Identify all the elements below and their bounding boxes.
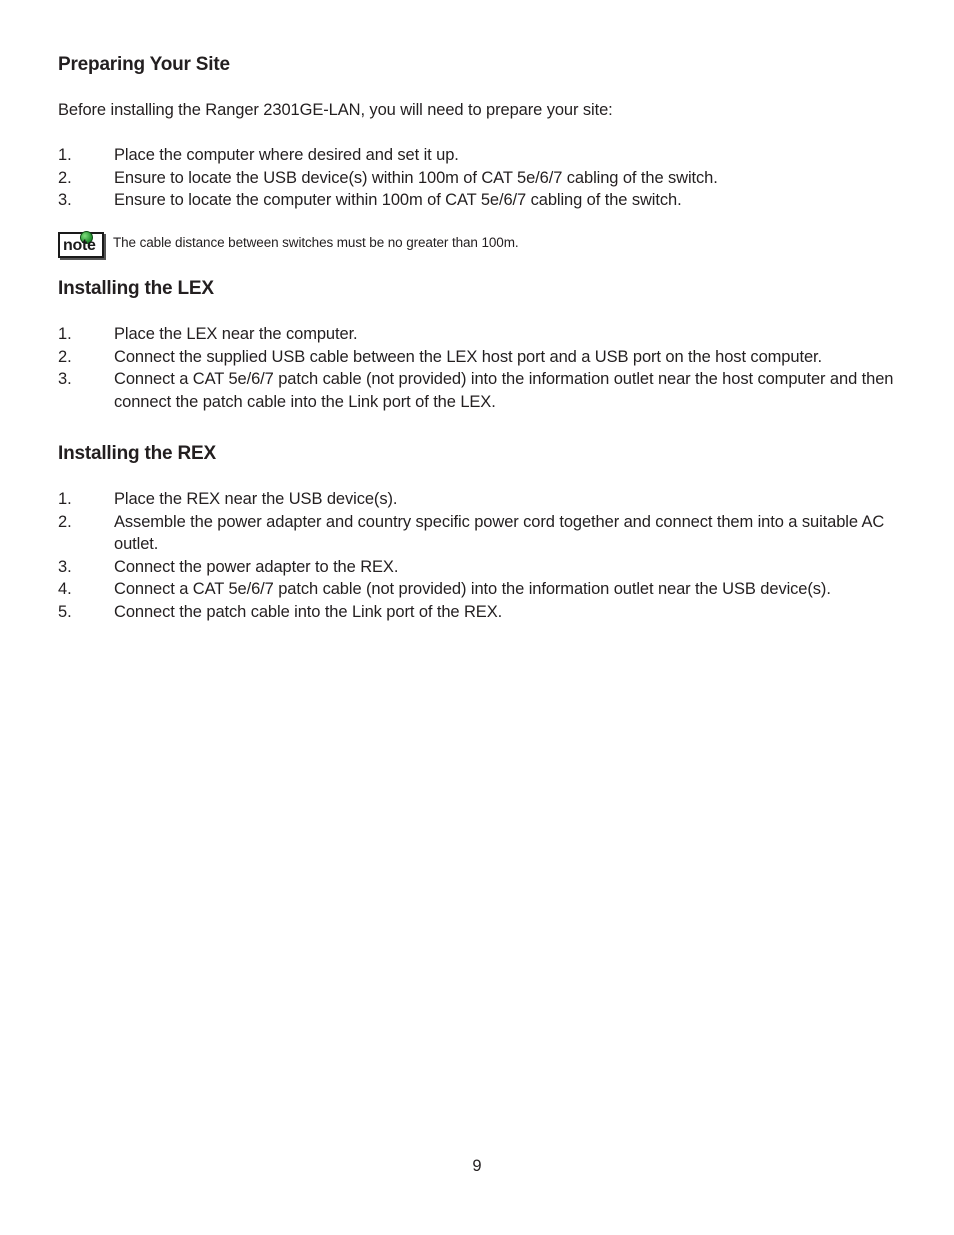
list-item — [58, 511, 908, 556]
list-item — [58, 601, 908, 624]
list-item-number: 2. — [58, 168, 72, 187]
list-item-number: 1. — [58, 146, 72, 164]
list-item-text: Ensure to locate the computer within 100m of CAT 5e/6/7 cabling of the switch. — [114, 191, 682, 210]
list-item-text: Connect the power adapter to the REX. — [114, 557, 399, 576]
list-item-text: Place the computer where desired and set it up. — [114, 146, 459, 164]
list-item — [58, 556, 908, 579]
list-item-number: 3. — [58, 557, 72, 576]
list-item — [58, 578, 908, 601]
list-item-text: Assemble the power adapter and country specific power cord together and connect them into a suitable AC outlet. — [114, 512, 885, 554]
section-heading-lex: Installing the LEX — [58, 278, 214, 299]
intro-paragraph: Before installing the Ranger 2301GE-LAN, you will need to prepare your site: — [58, 101, 613, 119]
list-item-number: 3. — [58, 370, 72, 389]
list-item — [58, 368, 908, 413]
list-item-number: 4. — [58, 580, 72, 599]
rex-steps-list — [58, 488, 908, 624]
preparing-steps-list — [58, 144, 908, 212]
list-item-number: 1. — [58, 325, 72, 343]
page-number: 9 — [472, 1157, 482, 1175]
list-item-text: Connect the supplied USB cable between the LEX host port and a USB port on the host computer. — [114, 347, 822, 366]
note-callout — [58, 228, 758, 260]
list-item — [58, 346, 908, 369]
note-text: The cable distance between switches must be no greater than 100m. — [113, 235, 519, 250]
list-item — [58, 167, 908, 190]
lex-steps-list — [58, 323, 908, 413]
list-item-text: Ensure to locate the USB device(s) within 100m of CAT 5e/6/7 cabling of the switch. — [114, 168, 718, 187]
list-item-number: 3. — [58, 191, 72, 210]
section-heading-preparing: Preparing Your Site — [58, 54, 230, 75]
list-item — [58, 488, 908, 511]
list-item — [58, 189, 908, 212]
section-heading-rex: Installing the REX — [58, 443, 216, 464]
list-item-text: Connect a CAT 5e/6/7 patch cable (not provided) into the information outlet near the USB device(s). — [114, 580, 831, 599]
note-badge-icon — [58, 232, 104, 258]
list-item-number: 2. — [58, 347, 72, 366]
list-item-text: Place the LEX near the computer. — [114, 325, 358, 343]
list-item-text: Place the REX near the USB device(s). — [114, 490, 398, 508]
list-item — [58, 323, 908, 346]
list-item-number: 1. — [58, 490, 72, 508]
list-item — [58, 144, 908, 167]
list-item-text: Connect a CAT 5e/6/7 patch cable (not provided) into the information outlet near the host computer and then connect the patch cable into the Link port of the LEX. — [114, 370, 894, 411]
list-item-number: 2. — [58, 512, 72, 531]
note-badge-label: note — [63, 237, 96, 254]
list-item-text: Connect the patch cable into the Link port of the REX. — [114, 602, 503, 621]
list-item-number: 5. — [58, 602, 72, 621]
